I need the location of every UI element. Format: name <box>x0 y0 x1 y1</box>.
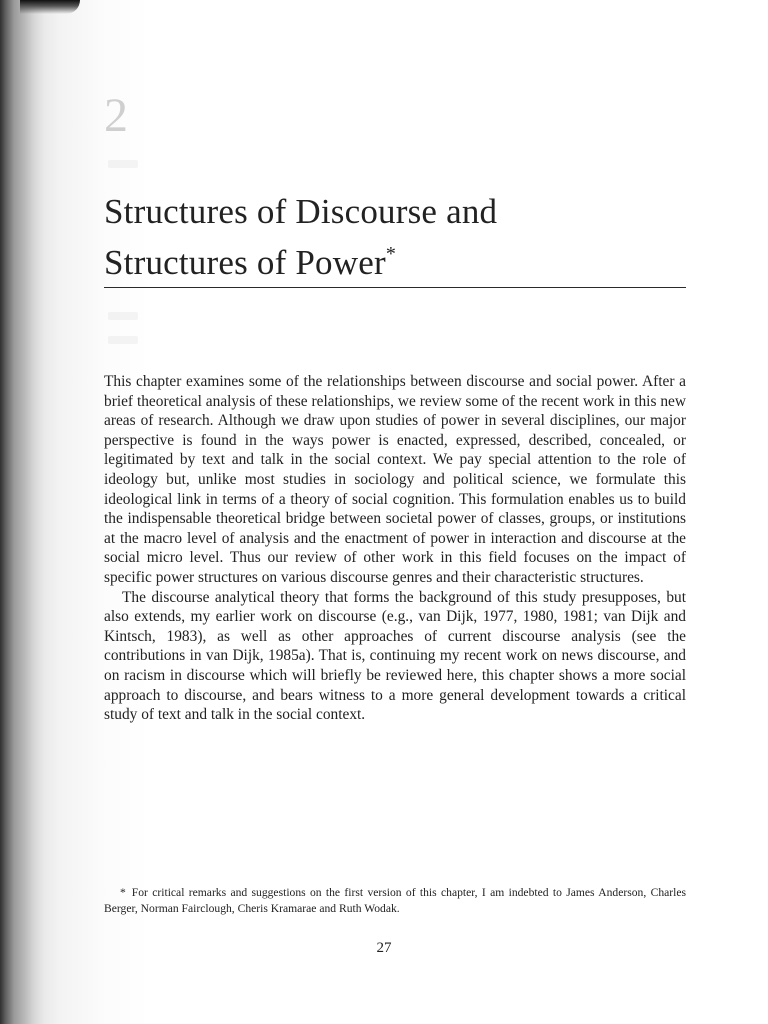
page-number: 27 <box>376 940 392 956</box>
body-paragraph-1: This chapter examines some of the relationships between discourse and social power. After a brief theoretical analysis of these relationships, we review some of the recent work in this new areas of research. Although we draw upon studies of power in several disciplines, our major perspective is found in the ways power is enacted, expressed, described, concealed, or legitimated by text and talk in the social context. We pay special attention to the role of ideology but, unlike most studies in sociology and political science, we formulate this ideological link in terms of a theory of social cognition. This formulation enables us to build the indispensable theoretical bridge between societal power of classes, groups, or institutions at the macro level of analysis and the enactment of power in interaction and discourse at the social micro level. Thus our review of other work in this field focuses on the impact of specific power structures on various discourse genres and their characteristic structures. <box>104 373 686 586</box>
bleed-through-mark <box>108 336 138 344</box>
page-corner-shadow <box>20 0 80 14</box>
chapter-title-line-1: Structures of Discourse and <box>104 192 498 231</box>
book-spine-shadow <box>0 0 44 1024</box>
chapter-number: 2 <box>104 89 128 142</box>
footnote <box>104 885 686 917</box>
body-paragraph-2: The discourse analytical theory that forms the background of this study presupposes, but also extends, my earlier work on discourse (e.g., van Dijk, 1977, 1980, 1981; van Dijk and Kintsch, 1983), as well as other approaches of current discourse analysis (see the contributions in van Dijk, 1985a). That is, continuing my recent work on news discourse, and on racism in discourse which will briefly be reviewed here, this chapter shows a more social approach to discourse, and bears witness to a more general development towards a critical study of text and talk in the social context. <box>104 588 686 724</box>
chapter-title-line-2: Structures of Power <box>104 243 386 282</box>
footnote-mark: * <box>120 886 126 899</box>
chapter-body <box>104 372 686 725</box>
title-divider <box>104 287 686 288</box>
footnote-reference-mark: * <box>385 243 397 265</box>
chapter-title <box>104 190 664 284</box>
footnote-text: For critical remarks and suggestions on the first version of this chapter, I am indebted to James Anderson, Charles Berger, Norman Fairclough, Cheris Kramarae and Ruth Wodak. <box>104 886 686 915</box>
bleed-through-mark <box>108 160 138 168</box>
bleed-through-mark <box>108 312 138 320</box>
